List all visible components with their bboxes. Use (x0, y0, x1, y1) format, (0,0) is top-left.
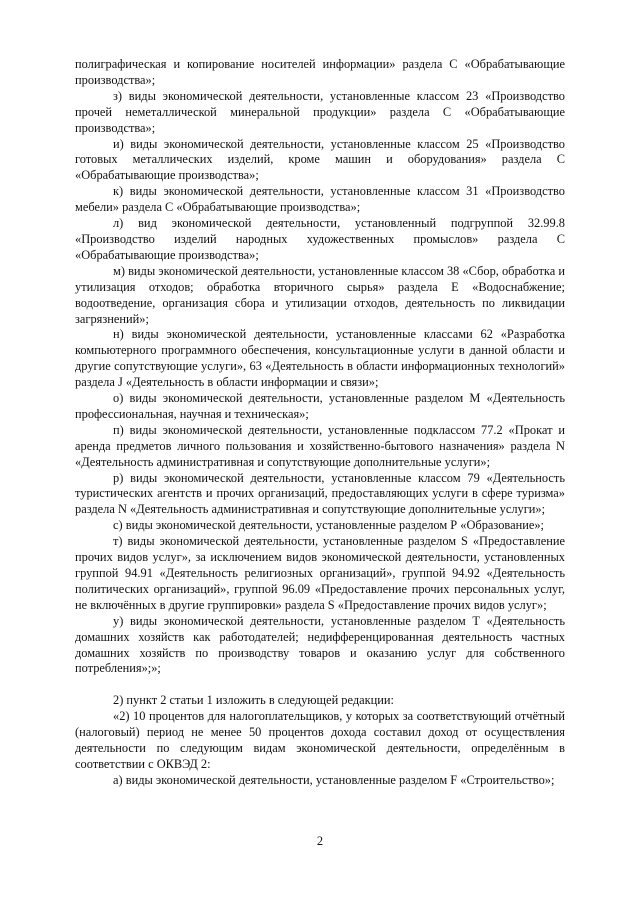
list-item-z: з) виды экономической деятельности, установленные классом 23 «Производство прочей неметаллической минеральной продукции» раздела С «Обрабатывающие производства»; (75, 88, 565, 135)
list-item-k: к) виды экономической деятельности, установленные классом 31 «Производство мебели» раздела С «Обрабатывающие производства»; (75, 184, 565, 215)
list-item-m: м) виды экономической деятельности, установленные классом 38 «Сбор, обработка и утилизация отходов; обработка вторичного сырья» раздела Е «Водоснабжение; водоотведение, организация сбора и утилизации отходов, деятельность по ликвидации загрязнений»; (75, 263, 565, 326)
list-item-u: у) виды экономической деятельности, установленные разделом Т «Деятельность домашних хозяйств как работодателей; недифференцированная деятельность частных домашних хозяйств по производству товаров и оказанию услуг для собственного потребления»;»; (75, 613, 565, 676)
list-item-o: о) виды экономической деятельности, установленные разделом М «Деятельность профессиональная, научная и техническая»; (75, 391, 565, 421)
page-number: 2 (316, 834, 324, 848)
paragraph: полиграфическая и копирование носителей информации» раздела С «Обрабатывающие производства»; (75, 57, 565, 87)
list-item-s: с) виды экономической деятельности, установленные разделом Р «Образование»; (113, 518, 545, 533)
clause-2-text: «2) 10 процентов для налогоплательщиков, у которых за соответствующий отчётный (налоговый) период не менее 50 процентов дохода составил доход от осуществления деятельности по следующим видам экономической деятельности, определённым в соответствии с ОКВЭД 2: (75, 709, 565, 771)
list-item-t: т) виды экономической деятельности, установленные разделом S «Предоставление прочих видов услуг», за исключением видов экономической деятельности, установленных группой 94.91 «Деятельность религиозных организаций», группой 94.92 «Деятельность политических организаций», группой 96.09 «Предоставление прочих персональных услуг, не включённых в другие группировки» раздела S «Предоставление прочих видов услуг»; (75, 534, 565, 612)
clause-2-intro: 2) пункт 2 статьи 1 изложить в следующей редакции: (113, 693, 395, 708)
list-item-p: п) виды экономической деятельности, установленные подклассом 77.2 «Прокат и аренда предметов личного пользования и хозяйственно-бытового назначения» раздела N «Деятельность административная и сопутствующие дополнительные услуги»; (75, 422, 565, 469)
document-page (75, 57, 565, 789)
list-item-a: а) виды экономической деятельности, установленные разделом F «Строительство»; (113, 772, 555, 787)
list-item-l: л) вид экономической деятельности, установленный подгруппой 32.99.8 «Производство изделий народных художественных промыслов» раздела С «Обрабатывающие производства»; (75, 216, 565, 262)
list-item-r: р) виды экономической деятельности, установленные классом 79 «Деятельность туристических агентств и прочих организаций, предоставляющих услуги в сфере туризма» раздела N «Деятельность административная и сопутствующие дополнительные услуги»; (75, 470, 565, 517)
list-item-n: н) виды экономической деятельности, установленные классами 62 «Разработка компьютерного программного обеспечения, консультационные услуги в данной области и другие сопутствующие услуги», 63 «Деятельность в области информационных технологий» раздела J «Деятельность в области информации и связи»; (75, 327, 565, 390)
list-item-i: и) виды экономической деятельности, установленные классом 25 «Производство готовых металлических изделий, кроме машин и оборудования» раздела С «Обрабатывающие производства»; (75, 136, 565, 183)
paragraph-gap (75, 677, 565, 693)
